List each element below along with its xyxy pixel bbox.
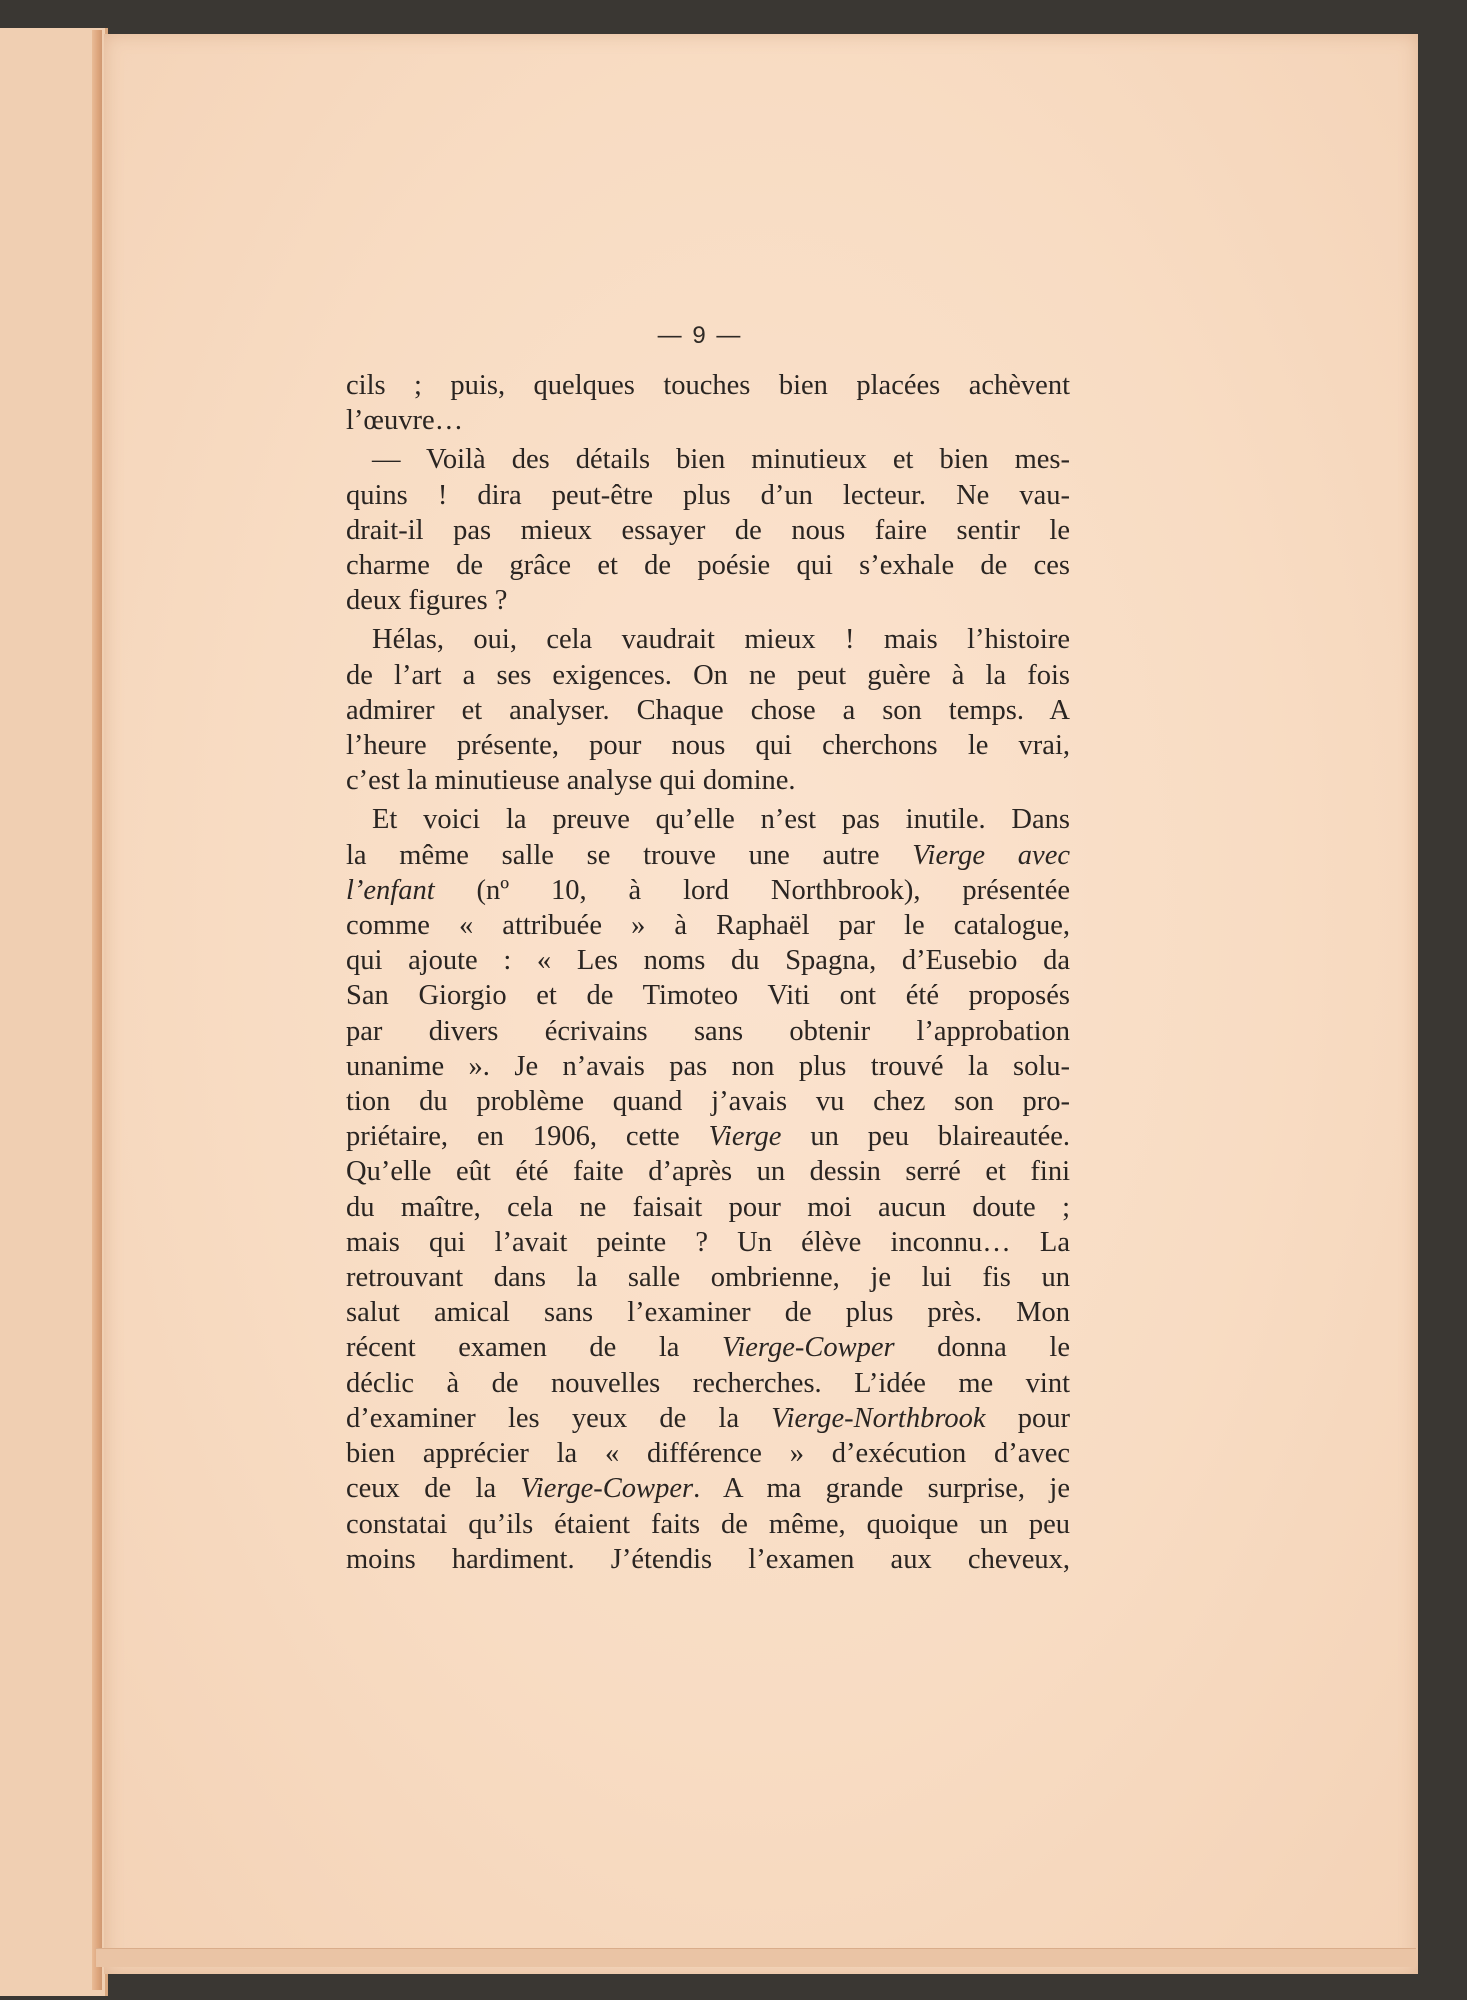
text-line: l’enfant (nº 10, à lord Northbrook), présentée	[346, 874, 1070, 906]
text-line: récent examen de la Vierge-Cowper donna le	[346, 1332, 1070, 1364]
text-line: la même salle se trouve une autre Vierge avec	[346, 839, 1070, 871]
text-line: unanime ». Je n’avais pas non plus trouvé la solu-	[346, 1050, 1070, 1082]
text-line: charme de grâce et de poésie qui s’exhale de ces	[346, 550, 1070, 582]
text-line: ceux de la Vierge-Cowper. A ma grande surprise, je	[346, 1473, 1070, 1505]
text-line: moins hardiment. J’étendis l’examen aux cheveux,	[346, 1543, 1070, 1575]
text-line: retrouvant dans la salle ombrienne, je lui fis un	[346, 1262, 1070, 1294]
text-line: drait-il pas mieux essayer de nous faire sentir le	[346, 514, 1070, 546]
text-line: du maître, cela ne faisait pour moi aucun doute ;	[346, 1191, 1070, 1223]
text-line: comme « attribuée » à Raphaël par le catalogue,	[346, 910, 1070, 942]
text-line: d’examiner les yeux de la Vierge-Northbrook pour	[346, 1402, 1070, 1434]
page-bottom-edge	[96, 1948, 1416, 1967]
text-line: — Voilà des détails bien minutieux et bien mes-	[372, 444, 1070, 476]
body-text	[346, 368, 1070, 1577]
text-line: c’est la minutieuse analyse qui domine.	[346, 765, 796, 797]
text-line: tion du problème quand j’avais vu chez son pro-	[346, 1086, 1070, 1118]
text-line: mais qui l’avait peinte ? Un élève inconnu… La	[346, 1226, 1070, 1258]
text-line: Et voici la preuve qu’elle n’est pas inutile. Dans	[372, 804, 1070, 836]
text-line: de l’art a ses exigences. On ne peut guère à la fois	[346, 659, 1070, 691]
text-line: qui ajoute : « Les noms du Spagna, d’Eusebio da	[346, 945, 1070, 977]
text-line: l’œuvre…	[346, 405, 464, 437]
page-number: — 9 —	[657, 322, 743, 349]
text-line: quins ! dira peut-être plus d’un lecteur. Ne vau-	[346, 479, 1070, 511]
text-line: Hélas, oui, cela vaudrait mieux ! mais l’histoire	[372, 624, 1070, 656]
paragraph	[346, 622, 1070, 798]
text-line: Qu’elle eût été faite d’après un dessin serré et fini	[346, 1156, 1070, 1188]
paragraph	[346, 368, 1070, 438]
text-line: cils ; puis, quelques touches bien placées achèvent	[346, 370, 1070, 401]
text-line: déclic à de nouvelles recherches. L’idée me vint	[346, 1367, 1070, 1399]
text-line: bien apprécier la « différence » d’exécution d’avec	[346, 1438, 1070, 1470]
text-line: l’heure présente, pour nous qui cherchons le vrai,	[346, 730, 1070, 762]
text-line: San Giorgio et de Timoteo Viti ont été proposés	[346, 980, 1070, 1012]
text-line: par divers écrivains sans obtenir l’approbation	[346, 1015, 1070, 1047]
paragraph	[346, 802, 1070, 1576]
text-line: constatai qu’ils étaient faits de même, quoique un peu	[346, 1508, 1070, 1540]
paragraph	[346, 442, 1070, 618]
text-line: priétaire, en 1906, cette Vierge un peu blaireautée.	[346, 1121, 1070, 1153]
text-line: salut amical sans l’examiner de plus près. Mon	[346, 1297, 1070, 1329]
text-line: deux figures ?	[346, 585, 508, 617]
text-line: admirer et analyser. Chaque chose a son temps. A	[346, 694, 1070, 726]
